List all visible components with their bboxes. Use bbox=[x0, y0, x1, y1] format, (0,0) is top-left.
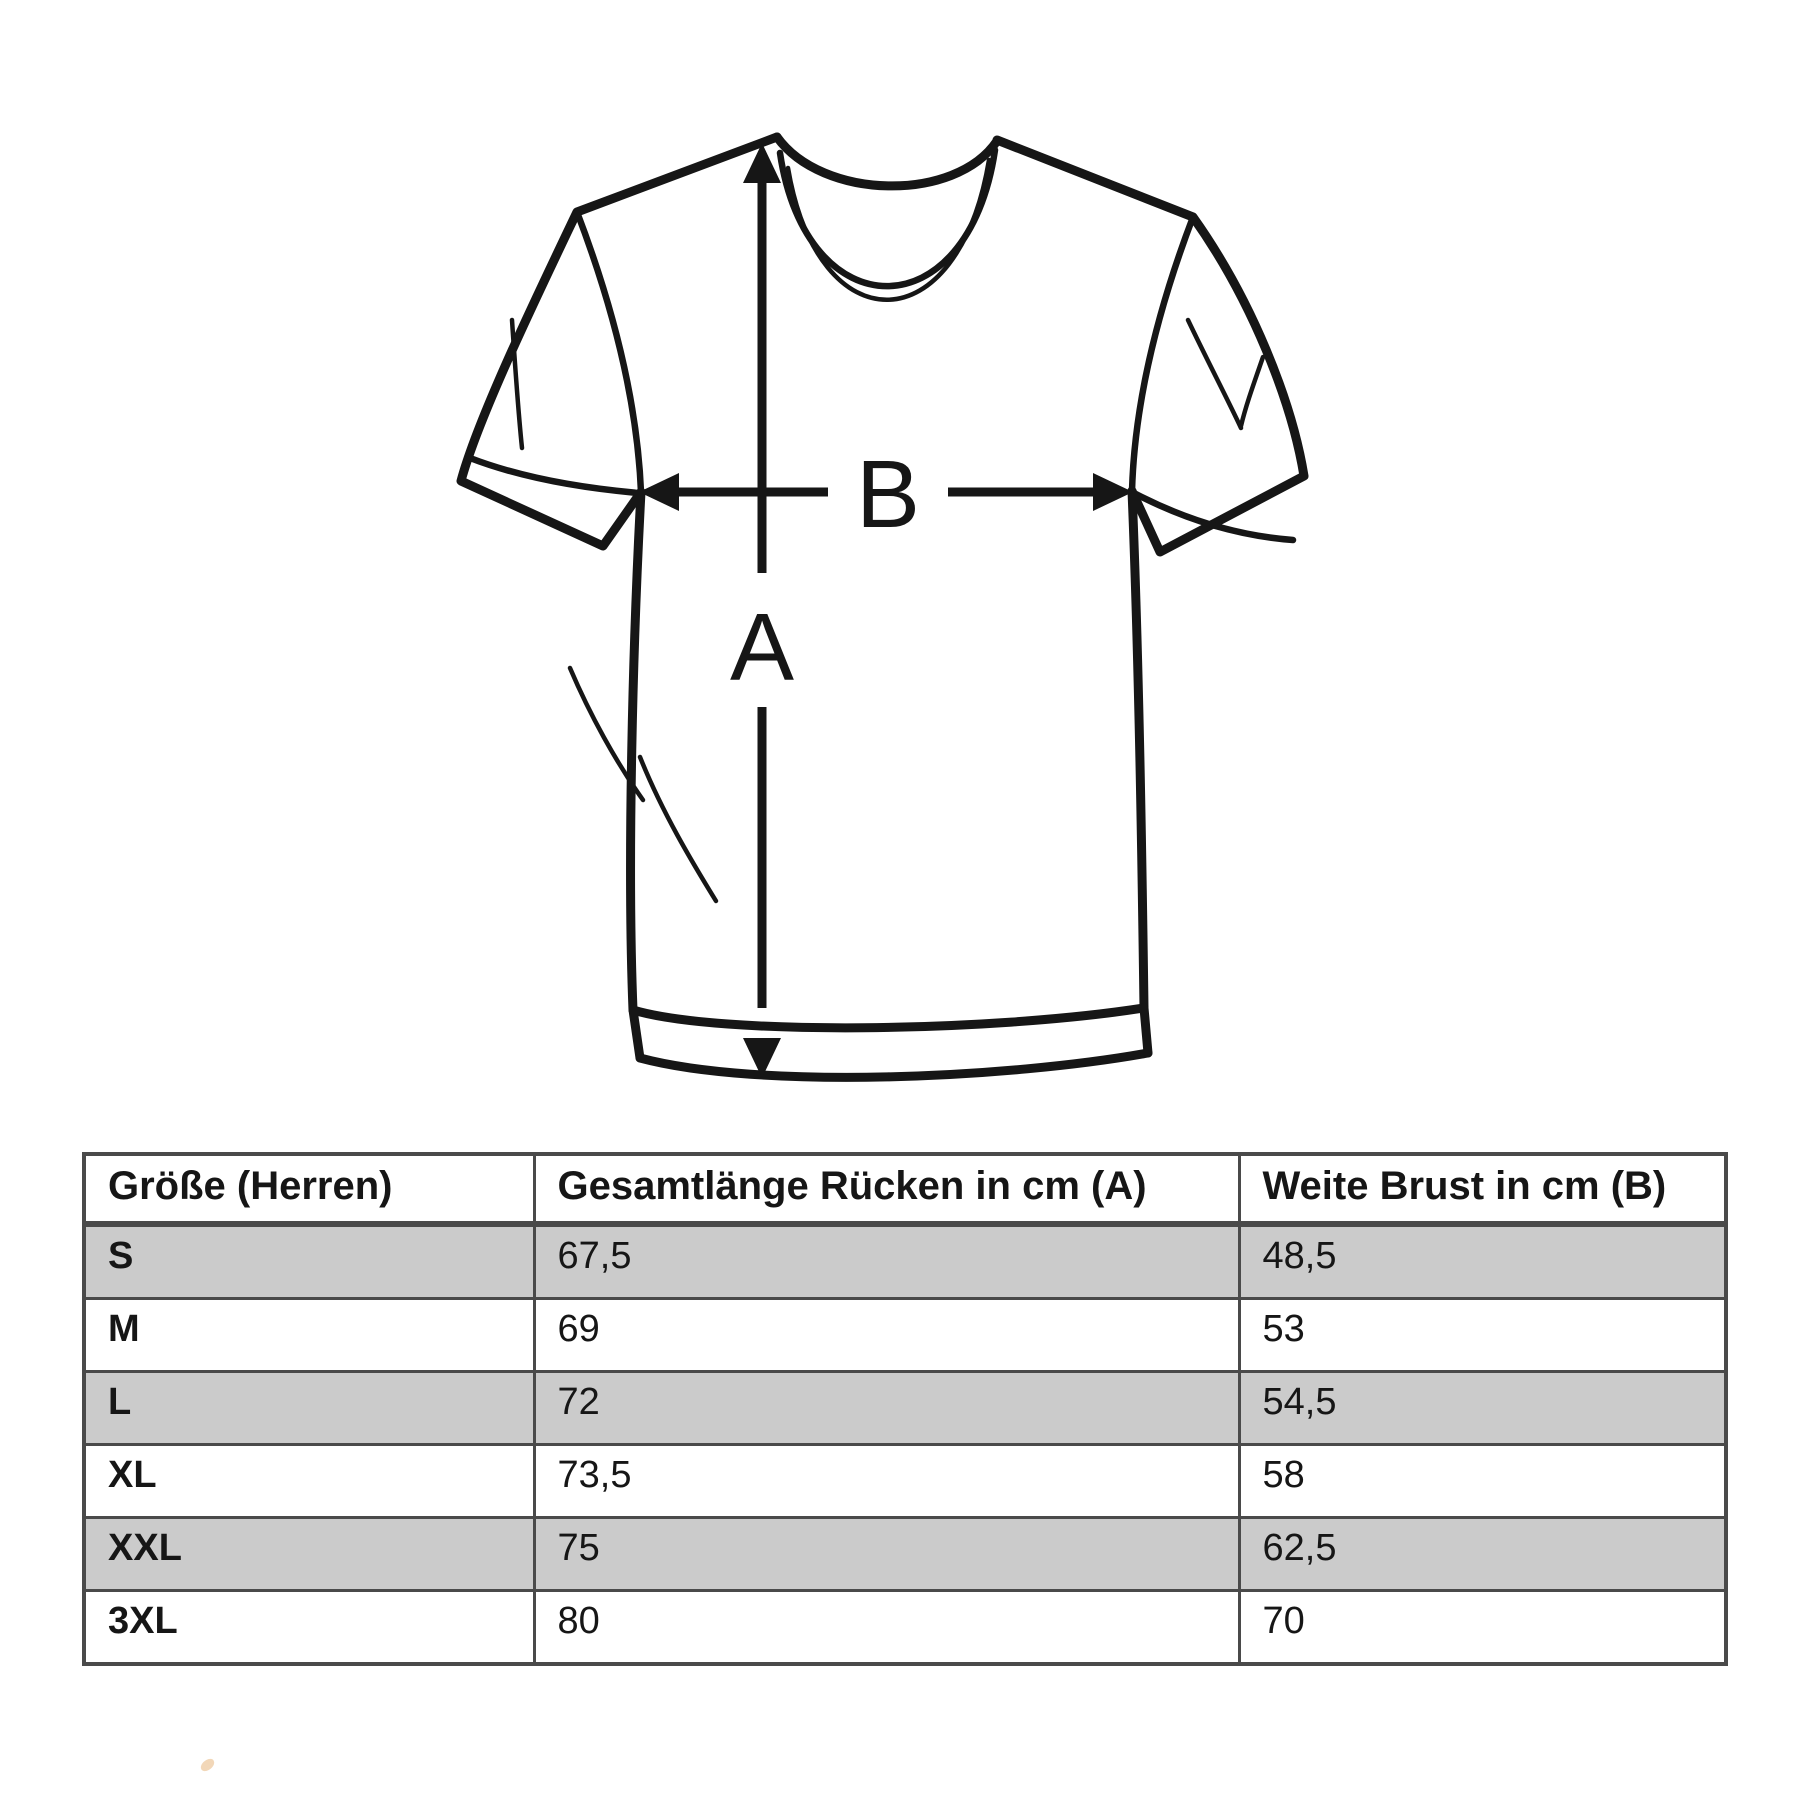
right-sleeve-wrinkle bbox=[1188, 320, 1241, 428]
measurement-label-b: B bbox=[855, 441, 921, 548]
length-value: 80 bbox=[534, 1591, 1239, 1665]
chest-value: 70 bbox=[1239, 1591, 1726, 1665]
hem-right-edge bbox=[1144, 1008, 1148, 1053]
left-cuff-band bbox=[470, 458, 638, 493]
col-header-length-a: Gesamtlänge Rücken in cm (A) bbox=[534, 1154, 1239, 1224]
table-row bbox=[84, 1518, 1726, 1591]
tshirt-outline bbox=[461, 137, 1304, 1077]
left-armhole-seam bbox=[577, 212, 641, 492]
table-header-row bbox=[84, 1154, 1726, 1224]
size-table bbox=[82, 1152, 1728, 1666]
size-label: XXL bbox=[84, 1518, 534, 1591]
arrow-b-head-left bbox=[639, 473, 679, 511]
size-label: 3XL bbox=[84, 1591, 534, 1665]
col-header-chest-b: Weite Brust in cm (B) bbox=[1239, 1154, 1726, 1224]
chest-value: 54,5 bbox=[1239, 1372, 1726, 1445]
size-label: S bbox=[84, 1224, 534, 1299]
size-table-container bbox=[82, 1152, 1724, 1666]
table-row bbox=[84, 1445, 1726, 1518]
hem-top-line bbox=[633, 1008, 1144, 1028]
length-value: 75 bbox=[534, 1518, 1239, 1591]
length-value: 72 bbox=[534, 1372, 1239, 1445]
table-row bbox=[84, 1372, 1726, 1445]
body-left-side bbox=[631, 492, 641, 1010]
hem-left-edge bbox=[633, 1010, 640, 1058]
arrow-b-head-right bbox=[1093, 473, 1133, 511]
table-row bbox=[84, 1591, 1726, 1665]
length-value: 73,5 bbox=[534, 1445, 1239, 1518]
collar-neckline bbox=[777, 137, 997, 186]
col-header-size: Größe (Herren) bbox=[84, 1154, 534, 1224]
chest-value: 62,5 bbox=[1239, 1518, 1726, 1591]
table-row bbox=[84, 1224, 1726, 1299]
hem-bottom-line bbox=[640, 1053, 1148, 1077]
length-value: 69 bbox=[534, 1299, 1239, 1372]
chest-value: 58 bbox=[1239, 1445, 1726, 1518]
size-label: XL bbox=[84, 1445, 534, 1518]
table-row bbox=[84, 1299, 1726, 1372]
measurement-label-a: A bbox=[729, 594, 795, 701]
measure-arrow-b bbox=[639, 441, 1133, 548]
size-label: L bbox=[84, 1372, 534, 1445]
chest-value: 48,5 bbox=[1239, 1224, 1726, 1299]
length-value: 67,5 bbox=[534, 1224, 1239, 1299]
right-sleeve-wrinkle-2 bbox=[1241, 357, 1263, 426]
collar-band-inner bbox=[788, 160, 989, 300]
body-right-side bbox=[1132, 491, 1144, 1008]
right-armhole-seam bbox=[1132, 217, 1193, 491]
chest-value: 53 bbox=[1239, 1299, 1726, 1372]
body-wrinkle-2 bbox=[640, 757, 716, 901]
measure-arrow-a bbox=[730, 143, 794, 1078]
size-label: M bbox=[84, 1299, 534, 1372]
